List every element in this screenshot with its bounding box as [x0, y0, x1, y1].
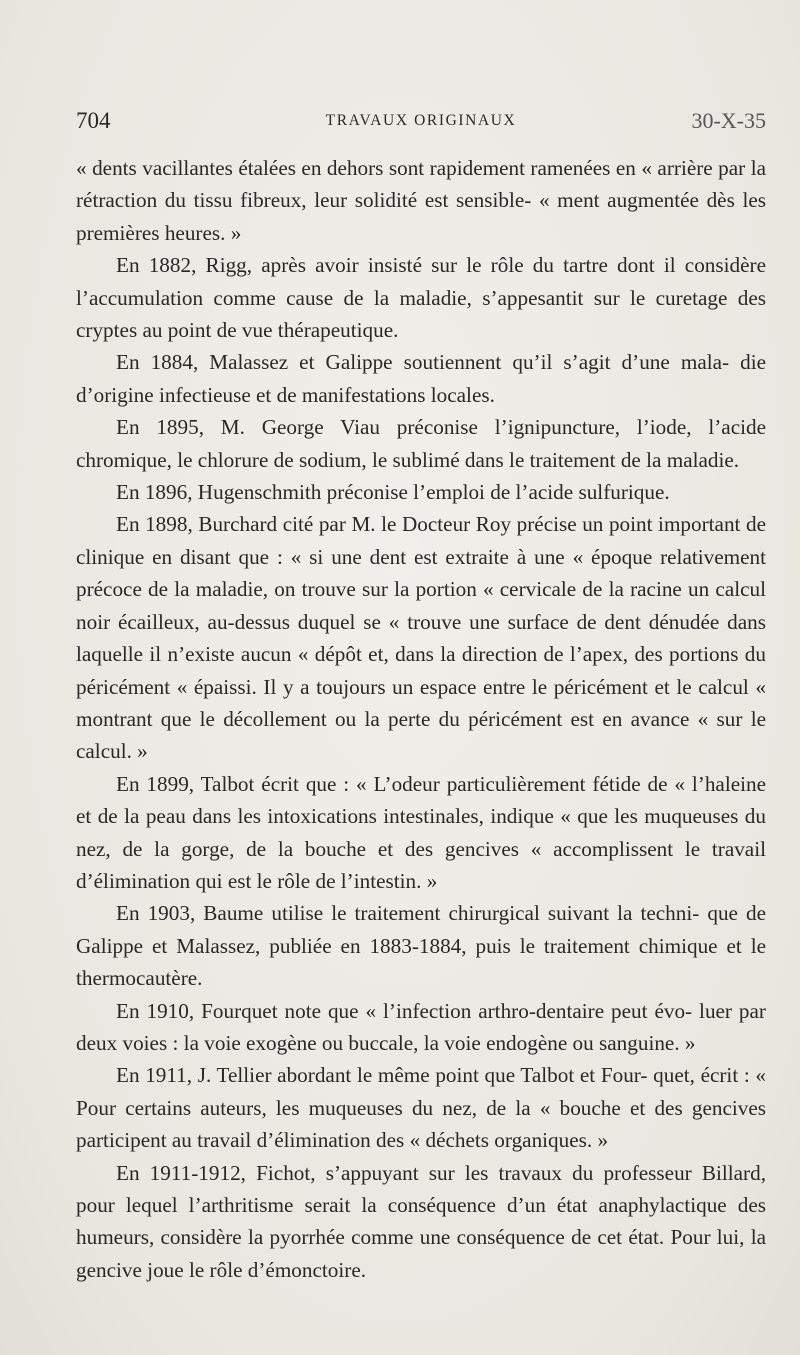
paragraph-1899-talbot: En 1899, Talbot écrit que : « L’odeur particulièrement fétide de « l’haleine et de la peau dans les intoxications intestinales, indique « que les muqueuses du nez, de la gorge, de la bouche et des gencives « accomplissent le travail d’élimination qui est le rôle de l’intestin. » [76, 771, 766, 893]
paragraph-1884-malassez-galippe: En 1884, Malassez et Galippe soutiennent qu’il s’agit d’une mala- die d’origine infectieuse et de manifestations locales. [76, 350, 766, 407]
paragraph-quote-continuation: « dents vacillantes étalées en dehors sont rapidement ramenées en « arrière par la rétraction du tissu fibreux, leur solidité est sensible- « ment augmentée dès les premières heures. » [76, 156, 766, 245]
paragraph-1911-1912-fichot: En 1911-1912, Fichot, s’appuyant sur les travaux du professeur Billard, pour lequel l’arthritisme serait la conséquence d’un état anaphylactique des humeurs, considère la pyorrhée comme une conséquence de cet état. Pour lui, la gencive joue le rôle d’émonctoire. [76, 1160, 766, 1282]
paragraph-1896-hugenschmith: En 1896, Hugenschmith préconise l’emploi de l’acide sulfurique. [116, 480, 670, 505]
paragraph-1895-viau: En 1895, M. George Viau préconise l’ignipuncture, l’iode, l’acide chromique, le chlorure de sodium, le sublimé dans le traitement de la maladie. [76, 415, 766, 472]
running-title: TRAVAUX ORIGINAUX [325, 112, 517, 129]
paragraph-1882-rigg: En 1882, Rigg, après avoir insisté sur le rôle du tartre dont il considère l’accumulation comme cause de la maladie, s’appesantit sur le curetage des cryptes au point de vue thérapeutique. [76, 253, 766, 343]
page-number: 704 [76, 108, 111, 133]
issue-date: 30-X-35 [691, 108, 766, 133]
running-header [76, 108, 766, 138]
paragraph-1911-tellier: En 1911, J. Tellier abordant le même point que Talbot et Four- quet, écrit : « Pour certains auteurs, les muqueuses du nez, de la « bouche et des gencives participent au travail d’élimination des « déchets organiques. » [76, 1063, 766, 1153]
paragraph-1898-burchard: En 1898, Burchard cité par M. le Docteur Roy précise un point important de clinique en disant que : « si une dent est extraite à une « époque relativement précoce de la maladie, on trouve sur la portion « cervicale de la racine un calcul noir écailleux, au-dessus duquel se « trouve une surface de dent dénudée dans laquelle il n’existe aucun « dépôt et, dans la direction de l’apex, des portions du péricément « épaissi. Il y a toujours un espace entre le péricément et le calcul « montrant que le décollement ou la perte du péricément est en avance « sur le calcul. » [76, 512, 766, 764]
paragraph-1903-baume: En 1903, Baume utilise le traitement chirurgical suivant la techni- que de Galippe et Malassez, publiée en 1883-1884, puis le traitement chimique et le thermocautère. [76, 901, 766, 991]
paragraph-1910-fourquet: En 1910, Fourquet note que « l’infection arthro-dentaire peut évo- luer par deux voies : la voie exogène ou buccale, la voie endogène ou sanguine. » [76, 998, 766, 1055]
article-body [76, 152, 766, 1286]
